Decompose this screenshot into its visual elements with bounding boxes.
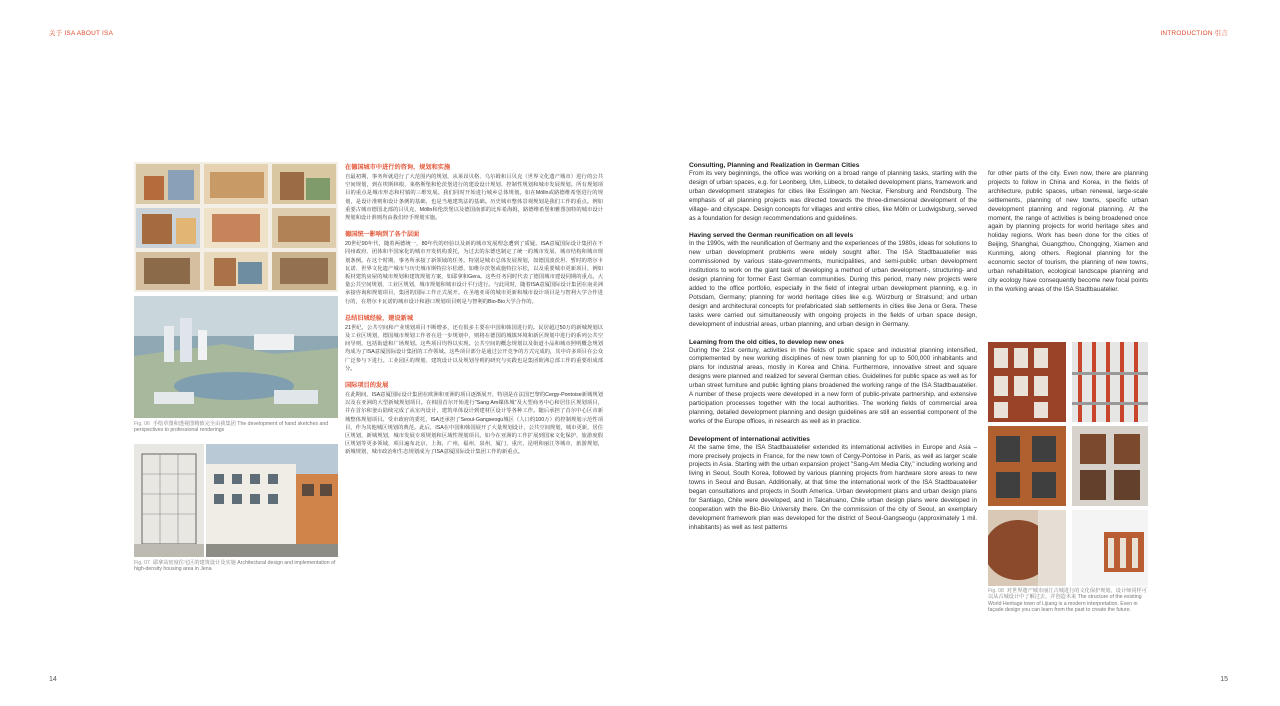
cn-section-3-title: 总结旧城经验，建设新城 [345, 314, 414, 322]
fig-08-number: Fig. 08 [988, 588, 1004, 594]
fig-06-number: Fig. 06 [134, 421, 150, 427]
facade-photo-1 [988, 342, 1066, 422]
cn-section-4-body: 在此期间，ISA意厦国际设计集团在欧洲和亚洲的项目逐渐展开，特别是在法国巴黎的Cergy-Pontoise新城规划以及在亚洲的大型新城规划项目。在韩国首尔开始进行"Sang Am媒体城"及大型商务中心和居住区规划项目，并在首尔和釜山陆续完成了从室内设计，建筑单体设计到建材区设计等各种工作。随后承担了首尔中心区市新城整体规划项目。受市政府的委托，ISA还承担了Seoul-Gangseogu城区（人口约100万）的控制规划示范性项目，作为其他城区规划的典范。此后，ISA在中国和韩国展开了大量规划设计，公共空间规划，城市更新，居住区规划，新城规划，城市发展专项规划和区域性规划项目。如今在亚洲的工作扩展到国家文化保护，旅游度假区规划等更多领域，项目遍布北京，上海，广州，福州，泉州，厦门，重庆，昆明和丽江等城市，旅游规划，新城规划，城市政治和生态规划成为了ISA意厦国际设计集团工作的新重点。 [345, 392, 603, 456]
en-section-4-body: At the same time, the ISA Stadtbauatelier extended its international activities in Europe and Asia – more precisely projects in France, for the new town of Cergy-Pontoise in Paris, as well as larger scale projects in Asia. Starting with the urban expansion project "Sang-Am Media City," including working and living in Seoul, South Korea, followed by various planning projects from hardware store areas to new towns in Seoul and Busan. Additionally, at that time the international work of the ISA Stadtbauatelier began consultations and projects in South America. Urban development plans and urban design plans for Santiago, Chile were developed, and in Talcahuano, Chile urban design plans were developed in cooperation with the Bio-Bio University there. On the commission of the city of Seoul, an exemplary development framework plan was developed for the district of Seoul-Gangseogu (approximately 1 mil. inhabitants) as well as test patterns [689, 443, 977, 531]
cn-section-4-title: 国际项目的发展 [345, 382, 389, 390]
en-section-3-title: Learning from the old cities, to develop new ones [689, 338, 844, 346]
en-section-1-body: From its very beginnings, the office was working on a broad range of planning tasks, starting with the design of urban spaces, e.g. for Leonberg, Ulm, Lübeck, to detailed development plans, framework and urban development strategies for cities like Esslingen am Neckar, Flensburg and Rendsburg. The emphasis of all planning projects was directed towards the three-dimensional development of the village- and cityscape. Design concepts for villages and entire cities, like Mölln or Ludwigsburg, served as a foundation for design recommendations and guidelines. [689, 170, 977, 222]
right-page-header: INTRODUCTION 引言 [1160, 30, 1228, 37]
english-text-column-1 [689, 162, 977, 542]
cn-section-1-body: 自最初期，事务所就进行了大范围内的规划，从莱昂贝格、乌尔姆和吕贝克（世界文化遗产城市）进行的公共空间规划，到在埃斯林根、莱格斯堡和伦茨堡进行的建设设计规划、控制性规划和城市发展规划。所有规划项目的重点是城市形态和村镇的三维发展。我们同时开始进行城乡总体规划。如在Mölln或路德维希堡进行的规划，是设计准则和设计条例的基础，也是当地建筑法的基础。历史城市整体景观规划是我们工作的重点。例如重要古城市德国北部的吕贝克、Mölln和伦茨堡以及德国南部的比库希海姆，路德维希堡和雅图加特的城市设计规划和设计准则均由我们经手规划实施。 [345, 174, 603, 222]
housing-area-photo [206, 444, 338, 557]
cn-section-2-body: 20世纪90年代，随着两德统一，80年代的经验以及新的城市发展理念遭到了质疑。ISA意厦国际设计集团在不同州政府、团体和半国家化的城市开发机构委托，为过去的东德也制定了统一的城市发展、城市结构和城市规划条例。在这个时期，事务所承接了新领域的任务。特别是城市总体发展规划，如德国波茨坦、暂时的塔尔卡瓦诺、世界文化遗产城市与历史城市斯特拉尔松德，如维尔茨堡或施特拉尔松，以及重要城市更新项目，例如板材建筑房屋的城市规划和建筑规划方案，如耶拿和Gera。这些任务同时代表了德国城市建设同期的重点。大量公共空间规划，工业区规划，城市规划和城市设计平行进行。与此同时，随着ISA意厦国际设计集团在南美洲承接咨询和规划项目，集团的国际工作正式展开。在圣地亚哥的城市更新和城市设计项目是与智利大学合作进行的，在塔尔卡瓦诺的城市设计和港口规划项目则是与智利的Bio-Bio大学合作的。 [345, 241, 603, 305]
architectural-sketch-image [134, 444, 204, 557]
fig-08-text: 对世界遗产城市丽江古城进行的文化保护规划，设计师同样可以从古城设计中了解过去，并创造未来 The structure of the existing World Heritage town of Lijiang is a modern interpretation. Even in façade design you can learn from the past to create the future. [988, 588, 1147, 614]
left-page-header: 关于 ISA ABOUT ISA [49, 30, 114, 37]
left-page-number: 14 [49, 676, 57, 683]
en-section-3-body: During the 21st century, activities in the fields of public space and industrial planning intensified, complemented by new working disciplines of new town planning for up to 500,000 inhabitants and plans for industrial areas, mostly in Korea and China. Furthermore, innovative street and square designs were planned and realized for several German cities. Guidelines for public space as well as for urban street furniture and public lighting plans broadened the working range of the ISA Stadtbauatelier. A number of these projects were developed in a new form of public-private partnership, and extensive participation processes together with the local authorities. The working fields of commercial area planning, detailed development planning and design guidelines are still an essential component of the works of the Europe offices, in research as well as in practice. [689, 346, 977, 425]
en-section-2-title: Having served the German reunification on all levels [689, 232, 854, 240]
facade-photo-2 [1072, 342, 1148, 422]
facade-photo-4 [1072, 426, 1148, 506]
cn-section-2-title: 德国统一影响到了各个层面 [345, 231, 420, 239]
fig-07-number: Fig. 07 [134, 560, 150, 566]
chinese-text-column [345, 162, 603, 464]
facade-photo-5 [988, 510, 1066, 586]
cn-section-3-body: 21世纪，公共空间和产业规划项目不断增多，还有很多主要在中国和韩国进行的。民居超过50万的新城规划以及工业区规划，德国城市规划工作者在进一步规划中，则将在德国的城镇环境和新区规划中进行的系列公共空间导则，包括街道和广场规划。这些项目均得以实现。公共空间的概念规划以及街道小品和城市照明概念规划均成为了ISA意厦国际设计集团的工作领域。这些项目部分是通过公开竞争的方式完成的，其中许多项目在公众广泛参与下进行。工业园区的规划、建筑设计以及规划导则的研究与实践也是集团欧洲总部工作的重要组成部分。 [345, 324, 603, 372]
fig-06-text: 手绘草图和透视图精致完全由我集团 The development of hand sketches and perspectives to professional renderings [134, 421, 329, 434]
facade-photo-3 [988, 426, 1066, 506]
fig-07-text: 耶拿高密度住宅区的建筑设计及实施 Architectural design and implementation of high-density housing area in Jena [134, 560, 336, 573]
cn-section-1-title: 在德国城市中进行的咨询、规划和实施 [345, 164, 451, 171]
english-text-column-2 [988, 170, 1148, 304]
fig-08-caption [988, 588, 1148, 614]
hand-sketch-grid-image [134, 162, 338, 292]
fig-07-caption [134, 560, 338, 573]
aerial-rendering-image [134, 296, 338, 418]
facade-photo-6 [1072, 510, 1148, 586]
right-page-number: 15 [1220, 676, 1228, 683]
en-section-4-title: Development of international activities [689, 435, 810, 443]
en-section-5-body: for other parts of the city. Even now, there are planning projects to follow in China and Korea, in the fields of architecture, public spaces, urban renewal, large-scale settlements, planning of new towns, specific urban development planning and regional planning. At the moment, the range of activities is being broadened once again by planning projects for world heritage sites and holiday regions. Work has been done for the cities of Beijing, Shanghai, Guangzhou, Chongqing, Xiamen and Kunming, along others. Regional planning for the economic sector of tourism, the planning of new towns, urban rehabilitation, ecological landscape planning and city ecology have consequently become new focal points in the working areas of the ISA Stadtbauatelier. [988, 170, 1148, 293]
en-section-2-body: In the 1990s, with the reunification of Germany and the experiences of the 1980s, ideas for solutions to new urban development problems were widely sought after. The ISA Stadtbauatelier was commissioned by various state-governments, municipalities, and semi-public urban development institutions to work on the giant task of developing a method of urban development-, structuring- and design planning for former East German communities. During this period, many new projects were added to the office portfolio, especially in the field of integral urban development planning, e.g. in Potsdam, Germany; planning for world heritage cities like e.g. Würzburg or Stralsund; and urban design and architectural concepts for prefabricated slab settlements in cities like Jena or Gera. These tasks were carried out simultaneously with ongoing projects in the fields of urban space design, development of industrial areas, urban planning, and urban design in Germany. [689, 240, 977, 328]
en-section-1-title: Consulting, Planning and Realization in German Cities [689, 162, 860, 169]
fig-06-caption [134, 421, 338, 434]
